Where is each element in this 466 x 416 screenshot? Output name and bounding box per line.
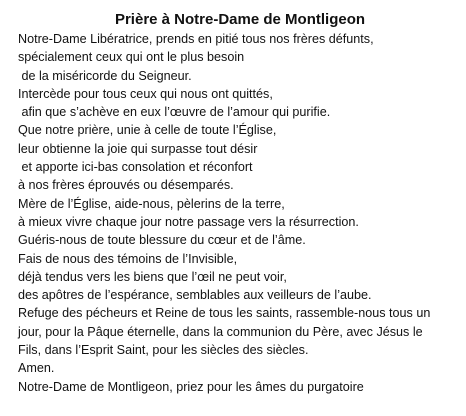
prayer-line: des apôtres de l’espérance, semblables aux veilleurs de l’aube. (18, 288, 372, 303)
prayer-line: leur obtienne la joie qui surpasse tout désir (18, 141, 258, 156)
prayer-line: Intercède pour tous ceux qui nous ont quittés, (18, 86, 273, 101)
prayer-line: déjà tendus vers les biens que l’œil ne peut voir, (18, 269, 287, 284)
prayer-line: spécialement ceux qui ont le plus besoin (18, 50, 245, 65)
document-title: Prière à Notre-Dame de Montligeon (114, 11, 366, 28)
prayer-line: Refuge des pécheurs et Reine de tous les saints, rassemble-nous tous un (18, 306, 431, 321)
prayer-line: à mieux vivre chaque jour notre passage vers la résurrection. (18, 214, 359, 229)
prayer-line: à nos frères éprouvés ou désemparés. (18, 178, 234, 193)
prayer-line: de la miséricorde du Seigneur. (18, 68, 192, 83)
prayer-line: Notre-Dame de Montligeon, priez pour les âmes du purgatoire (18, 379, 364, 394)
prayer-line: Fais de nous des témoins de l’Invisible, (18, 251, 238, 266)
prayer-line: Mère de l’Église, aide-nous, pèlerins de la terre, (18, 196, 285, 211)
prayer-line: Que notre prière, unie à celle de toute l’Église, (18, 123, 277, 138)
prayer-line: Notre-Dame Libératrice, prends en pitié tous nos frères défunts, (18, 32, 374, 46)
prayer-line: jour, pour la Pâque éternelle, dans la communion du Père, avec Jésus le (18, 324, 423, 339)
prayer-text (18, 30, 464, 396)
prayer-line: afin que s’achève en eux l’œuvre de l’amour qui purifie. (18, 105, 331, 120)
prayer-line: Fils, dans l’Esprit Saint, pour les siècles des siècles. (18, 343, 309, 358)
prayer-document (18, 10, 464, 396)
prayer-line: Amen. (18, 361, 55, 376)
prayer-line: et apporte ici-bas consolation et réconfort (18, 160, 253, 175)
prayer-line: Guéris-nous de toute blessure du cœur et de l’âme. (18, 233, 306, 248)
